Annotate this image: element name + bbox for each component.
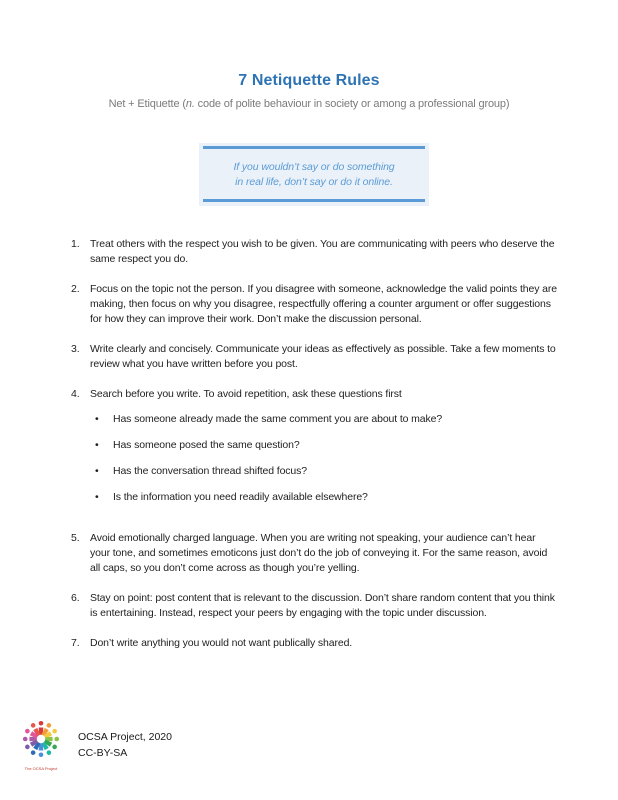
sub-bullet-list [90, 412, 557, 505]
list-item [71, 636, 557, 651]
list-item-number: 1. [71, 238, 80, 250]
list-item [71, 387, 557, 516]
bullet-item-text: Is the information you need readily available elsewhere? [113, 491, 368, 503]
footer-credit-line-2: CC-BY-SA [78, 747, 128, 759]
quote-callout-box [199, 143, 429, 206]
callout-bottom-rule [203, 199, 425, 202]
ocsa-logo [14, 718, 68, 771]
subtitle-prefix: Net + Etiquette ( [108, 98, 186, 110]
bullet-icon [90, 412, 113, 427]
subtitle-term: n. [185, 98, 195, 110]
bullet-item-text: Has someone posed the same question? [113, 439, 300, 451]
bullet-list-item [90, 438, 557, 453]
callout-quote-line-1: If you wouldn’t say or do something [233, 161, 395, 173]
list-item-number: 3. [71, 343, 80, 355]
list-item-text: Don’t write anything you would not want publically shared. [90, 637, 353, 649]
list-item-text: Focus on the topic not the person. If you disagree with someone, acknowledge the valid points they are making, then focus on why you disagree, respectfully offering a counter argument or offer suggestions for how they can improve their work. Don’t make the discussion personal. [90, 283, 557, 325]
list-item-number: 5. [71, 532, 80, 544]
list-item [71, 237, 557, 267]
page-subtitle [0, 98, 618, 110]
bullet-icon [90, 464, 113, 479]
list-item [71, 531, 557, 576]
list-item-lead-text: Search before you write. To avoid repetition, ask these questions first [90, 388, 402, 400]
list-item-number: 2. [71, 283, 80, 295]
list-item-text [90, 387, 557, 516]
callout-quote [199, 149, 429, 199]
list-item-number: 4. [71, 388, 80, 400]
list-item [71, 591, 557, 621]
list-item-text: Avoid emotionally charged language. When you are writing not speaking, your audience can’t hear your tone, and sometimes emoticons just don’t do the job of conveying it. For the same reason, avoid all caps, so you don’t come across as though you’re yelling. [90, 532, 548, 574]
footer-credit [78, 718, 172, 761]
footer-credit-line-1: OCSA Project, 2020 [78, 731, 172, 743]
list-item-number: 6. [71, 592, 80, 604]
bullet-icon [90, 438, 113, 453]
logo-caption: The OCSA Project [24, 766, 58, 771]
list-item [71, 282, 557, 327]
bullet-item-text: Has the conversation thread shifted focus? [113, 465, 307, 477]
page-title: 7 Netiquette Rules [238, 72, 380, 89]
bullet-list-item [90, 464, 557, 479]
page-footer [14, 718, 172, 771]
bullet-item-text: Has someone already made the same comment you are about to make? [113, 413, 443, 425]
list-item-text: Write clearly and concisely. Communicate your ideas as effectively as possible. Take a few moments to review what you have written before you post. [90, 343, 556, 370]
list-item-text: Treat others with the respect you wish to be given. You are communicating with peers who deserve the same respect you do. [90, 238, 555, 265]
page-header [0, 0, 618, 110]
people-mandala-logo-icon [20, 718, 62, 760]
list-item-text: Stay on point: post content that is relevant to the discussion. Don’t share random content that you think is entertaining. Instead, respect your peers by engaging with the topic under discussion. [90, 592, 555, 619]
subtitle-suffix: code of polite behaviour in society or among a professional group) [194, 98, 510, 110]
list-item-number: 7. [71, 637, 80, 649]
bullet-list-item [90, 412, 557, 427]
bullet-list-item [90, 490, 557, 505]
callout-quote-line-2: in real life, don’t say or do it online. [235, 176, 393, 188]
netiquette-rules-list [71, 237, 557, 651]
list-item [71, 342, 557, 372]
bullet-icon [90, 490, 113, 505]
